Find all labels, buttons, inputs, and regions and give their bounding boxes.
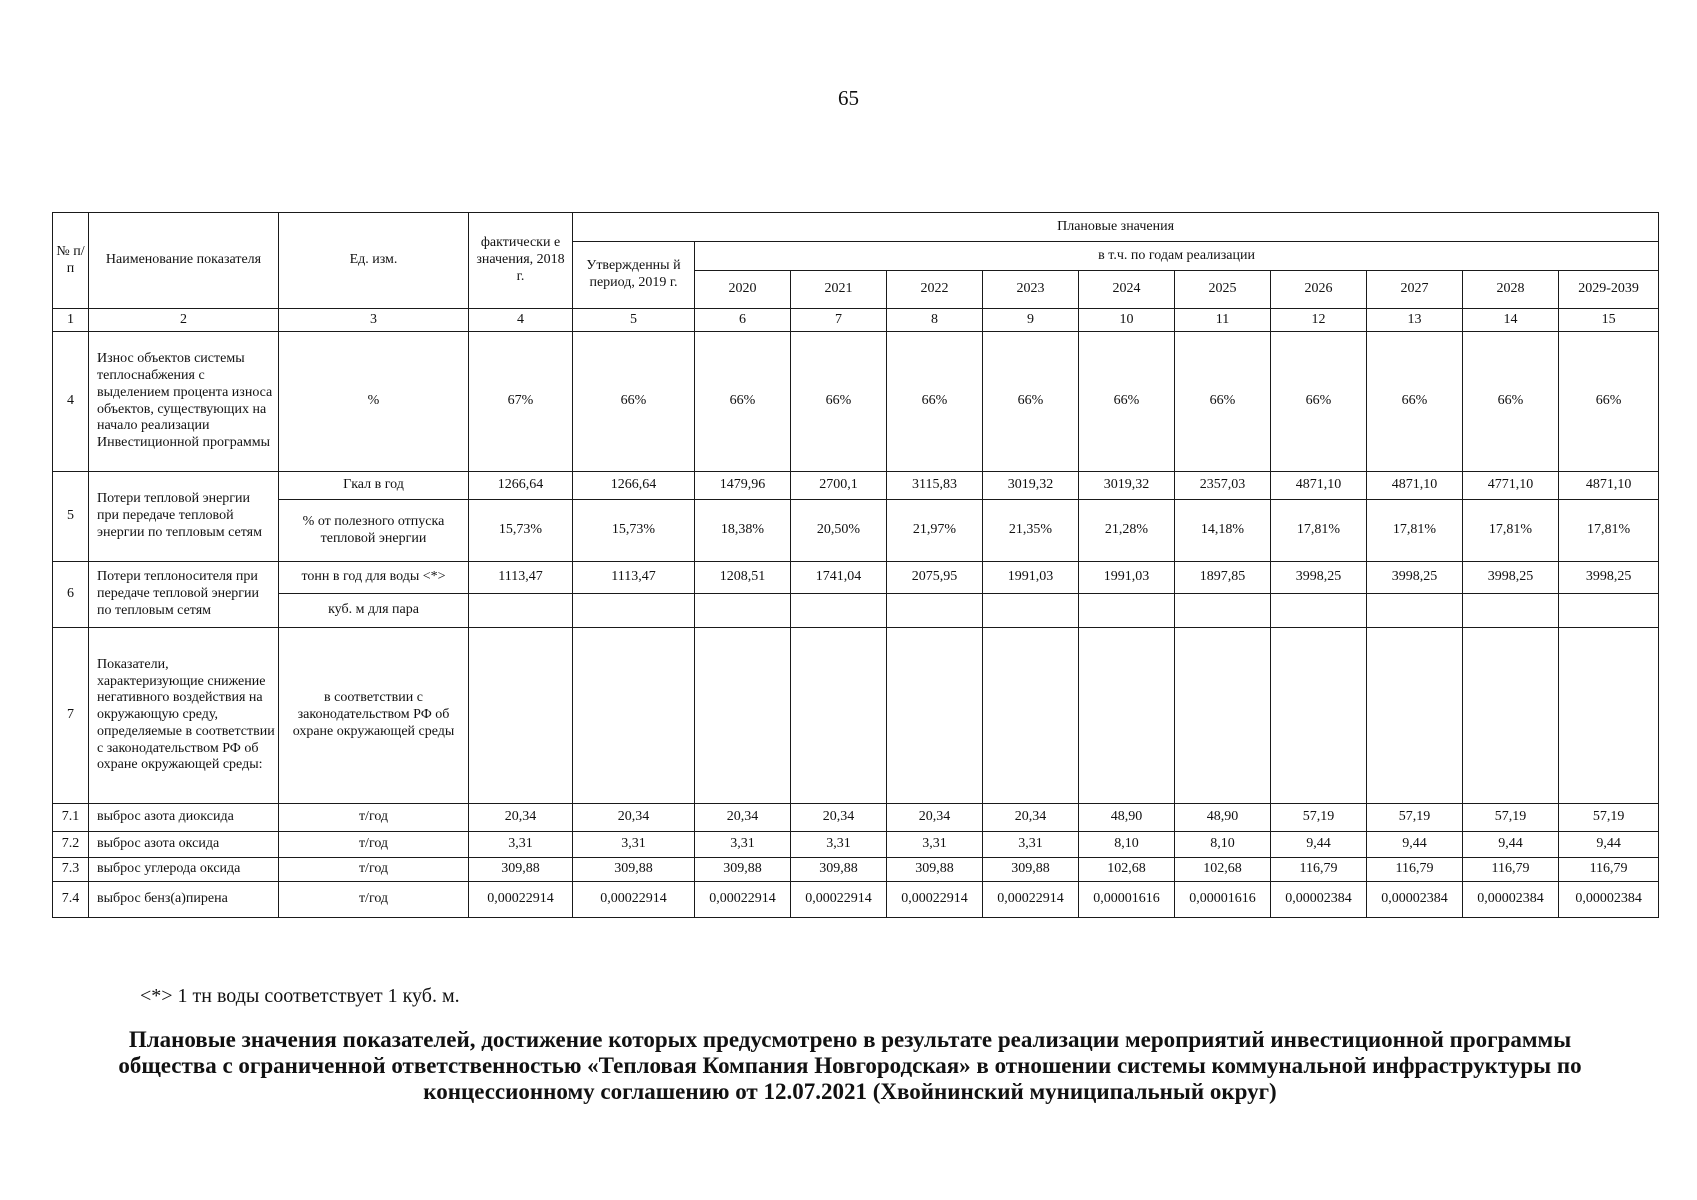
column-index: 4 [469, 309, 573, 332]
column-index: 13 [1367, 309, 1463, 332]
header-by-years: в т.ч. по годам реализации [695, 242, 1659, 271]
value-cell: 8,10 [1175, 832, 1271, 858]
column-index: 10 [1079, 309, 1175, 332]
value-cell: 309,88 [469, 858, 573, 882]
indicator-name: выброс углерода оксида [89, 858, 279, 882]
unit: т/год [279, 832, 469, 858]
empty-cell [1175, 594, 1271, 628]
indicator-name: Потери тепловой энергии при передаче тепловой энергии по тепловым сетям [89, 472, 279, 562]
footnote: <*> 1 тн воды соответствует 1 куб. м. [140, 985, 460, 1007]
value-cell: 0,00002384 [1271, 882, 1367, 918]
value-cell: 0,00022914 [887, 882, 983, 918]
value-cell: 48,90 [1175, 804, 1271, 832]
value-cell: 309,88 [887, 858, 983, 882]
column-index: 2 [89, 309, 279, 332]
empty-cell [469, 628, 573, 804]
indicator-name: Показатели, характеризующие снижение негативного воздействия на окружающую среду, определяемые в соответствии с законодательством РФ об охране окружающей среды: [89, 628, 279, 804]
value-cell: 1266,64 [573, 472, 695, 500]
value-cell: 66% [1079, 332, 1175, 472]
row-number: 7.3 [53, 858, 89, 882]
indicator-name: выброс бенз(а)пирена [89, 882, 279, 918]
empty-cell [1559, 628, 1659, 804]
header-approved: Утвержденны й период, 2019 г. [573, 242, 695, 309]
value-cell: 4871,10 [1271, 472, 1367, 500]
header-year: 2027 [1367, 271, 1463, 309]
indicator-name: Износ объектов системы теплоснабжения с выделением процента износа объектов, существующих на начало реализации Инвестиционной программы [89, 332, 279, 472]
value-cell: 9,44 [1367, 832, 1463, 858]
row-number: 6 [53, 562, 89, 628]
value-cell: 1897,85 [1175, 562, 1271, 594]
value-cell: 116,79 [1559, 858, 1659, 882]
value-cell: 309,88 [983, 858, 1079, 882]
value-cell: 20,34 [983, 804, 1079, 832]
empty-cell [1463, 594, 1559, 628]
value-cell: 9,44 [1559, 832, 1659, 858]
value-cell: 3,31 [791, 832, 887, 858]
column-index: 5 [573, 309, 695, 332]
value-cell: 20,34 [573, 804, 695, 832]
value-cell: 3998,25 [1559, 562, 1659, 594]
value-cell: 0,00002384 [1367, 882, 1463, 918]
value-cell: 3115,83 [887, 472, 983, 500]
value-cell: 66% [1559, 332, 1659, 472]
value-cell: 14,18% [1175, 500, 1271, 562]
unit: т/год [279, 804, 469, 832]
header-year: 2026 [1271, 271, 1367, 309]
empty-cell [573, 628, 695, 804]
value-cell: 3998,25 [1367, 562, 1463, 594]
value-cell: 0,00022914 [695, 882, 791, 918]
header-num: № п/ п [53, 213, 89, 309]
value-cell: 4771,10 [1463, 472, 1559, 500]
value-cell: 1479,96 [695, 472, 791, 500]
value-cell: 0,00001616 [1079, 882, 1175, 918]
value-cell: 0,00022914 [469, 882, 573, 918]
value-cell: 20,34 [887, 804, 983, 832]
value-cell: 0,00001616 [1175, 882, 1271, 918]
unit: % [279, 332, 469, 472]
value-cell: 8,10 [1079, 832, 1175, 858]
value-cell: 1991,03 [1079, 562, 1175, 594]
value-cell: 66% [887, 332, 983, 472]
column-index: 1 [53, 309, 89, 332]
value-cell: 20,34 [695, 804, 791, 832]
empty-cell [1367, 628, 1463, 804]
row-number: 7.2 [53, 832, 89, 858]
value-cell: 3998,25 [1271, 562, 1367, 594]
unit: т/год [279, 858, 469, 882]
row-number: 4 [53, 332, 89, 472]
header-year: 2028 [1463, 271, 1559, 309]
header-actual: фактически е значения, 2018 г. [469, 213, 573, 309]
value-cell: 57,19 [1367, 804, 1463, 832]
value-cell: 48,90 [1079, 804, 1175, 832]
empty-cell [983, 594, 1079, 628]
value-cell: 21,35% [983, 500, 1079, 562]
value-cell: 17,81% [1367, 500, 1463, 562]
unit: т/год [279, 882, 469, 918]
value-cell: 0,00022914 [983, 882, 1079, 918]
value-cell: 116,79 [1463, 858, 1559, 882]
value-cell: 0,00002384 [1463, 882, 1559, 918]
value-cell: 1113,47 [469, 562, 573, 594]
empty-cell [791, 628, 887, 804]
value-cell: 21,28% [1079, 500, 1175, 562]
value-cell: 1991,03 [983, 562, 1079, 594]
value-cell: 15,73% [469, 500, 573, 562]
value-cell: 67% [469, 332, 573, 472]
value-cell: 1741,04 [791, 562, 887, 594]
column-index: 3 [279, 309, 469, 332]
value-cell: 2357,03 [1175, 472, 1271, 500]
value-cell: 57,19 [1463, 804, 1559, 832]
header-year: 2022 [887, 271, 983, 309]
value-cell: 57,19 [1559, 804, 1659, 832]
header-year: 2024 [1079, 271, 1175, 309]
value-cell: 3019,32 [1079, 472, 1175, 500]
empty-cell [887, 628, 983, 804]
value-cell: 20,34 [469, 804, 573, 832]
value-cell: 9,44 [1463, 832, 1559, 858]
header-year: 2021 [791, 271, 887, 309]
row-number: 7.4 [53, 882, 89, 918]
column-index: 8 [887, 309, 983, 332]
value-cell: 9,44 [1271, 832, 1367, 858]
header-name: Наименование показателя [89, 213, 279, 309]
column-index: 6 [695, 309, 791, 332]
column-index: 7 [791, 309, 887, 332]
unit: % от полезного отпуска тепловой энергии [279, 500, 469, 562]
value-cell: 66% [1367, 332, 1463, 472]
column-index: 15 [1559, 309, 1659, 332]
value-cell: 3,31 [469, 832, 573, 858]
value-cell: 17,81% [1559, 500, 1659, 562]
value-cell: 3998,25 [1463, 562, 1559, 594]
value-cell: 17,81% [1463, 500, 1559, 562]
empty-cell [1559, 594, 1659, 628]
value-cell: 3,31 [573, 832, 695, 858]
empty-cell [573, 594, 695, 628]
empty-cell [1463, 628, 1559, 804]
value-cell: 309,88 [791, 858, 887, 882]
header-year: 2025 [1175, 271, 1271, 309]
value-cell: 102,68 [1175, 858, 1271, 882]
empty-cell [1079, 628, 1175, 804]
empty-cell [695, 594, 791, 628]
unit: Гкал в год [279, 472, 469, 500]
value-cell: 17,81% [1271, 500, 1367, 562]
value-cell: 66% [1463, 332, 1559, 472]
value-cell: 3,31 [887, 832, 983, 858]
value-cell: 21,97% [887, 500, 983, 562]
value-cell: 66% [983, 332, 1079, 472]
empty-cell [1079, 594, 1175, 628]
indicator-name: Потери теплоносителя при передаче тепловой энергии по тепловым сетям [89, 562, 279, 628]
header-planned: Плановые значения [573, 213, 1659, 242]
value-cell: 20,50% [791, 500, 887, 562]
value-cell: 102,68 [1079, 858, 1175, 882]
column-index: 11 [1175, 309, 1271, 332]
header-year: 2020 [695, 271, 791, 309]
value-cell: 66% [573, 332, 695, 472]
value-cell: 66% [1175, 332, 1271, 472]
empty-cell [887, 594, 983, 628]
value-cell: 4871,10 [1559, 472, 1659, 500]
row-number: 7.1 [53, 804, 89, 832]
header-unit: Ед. изм. [279, 213, 469, 309]
value-cell: 66% [1271, 332, 1367, 472]
value-cell: 4871,10 [1367, 472, 1463, 500]
value-cell: 3019,32 [983, 472, 1079, 500]
value-cell: 66% [791, 332, 887, 472]
indicator-name: выброс азота оксида [89, 832, 279, 858]
empty-cell [469, 594, 573, 628]
value-cell: 116,79 [1367, 858, 1463, 882]
value-cell: 20,34 [791, 804, 887, 832]
column-index: 9 [983, 309, 1079, 332]
empty-cell [983, 628, 1079, 804]
empty-cell [1271, 628, 1367, 804]
value-cell: 2700,1 [791, 472, 887, 500]
empty-cell [791, 594, 887, 628]
value-cell: 2075,95 [887, 562, 983, 594]
value-cell: 15,73% [573, 500, 695, 562]
value-cell: 3,31 [695, 832, 791, 858]
unit: в соответствии с законодательством РФ об охране окружающей среды [279, 628, 469, 804]
empty-cell [695, 628, 791, 804]
column-index: 12 [1271, 309, 1367, 332]
column-index: 14 [1463, 309, 1559, 332]
empty-cell [1367, 594, 1463, 628]
value-cell: 0,00022914 [573, 882, 695, 918]
value-cell: 18,38% [695, 500, 791, 562]
indicators-table [52, 212, 1659, 918]
value-cell: 57,19 [1271, 804, 1367, 832]
unit: куб. м для пара [279, 594, 469, 628]
value-cell: 1208,51 [695, 562, 791, 594]
page-number: 65 [838, 86, 859, 110]
row-number: 7 [53, 628, 89, 804]
empty-cell [1175, 628, 1271, 804]
value-cell: 309,88 [573, 858, 695, 882]
value-cell: 3,31 [983, 832, 1079, 858]
value-cell: 309,88 [695, 858, 791, 882]
indicator-name: выброс азота диоксида [89, 804, 279, 832]
unit: тонн в год для воды <*> [279, 562, 469, 594]
value-cell: 116,79 [1271, 858, 1367, 882]
row-number: 5 [53, 472, 89, 562]
document-caption: Плановые значения показателей, достижение которых предусмотрено в результате реализации мероприятий инвестиционной программы общества с ограниченной ответственностью «Тепловая Компания Новгородская» в отношении системы коммунальной инфраструктуры по концессионному соглашению от 12.07.2021 (Хвойнинский муниципальный округ) [118, 1027, 1582, 1104]
empty-cell [1271, 594, 1367, 628]
value-cell: 0,00022914 [791, 882, 887, 918]
value-cell: 1266,64 [469, 472, 573, 500]
value-cell: 0,00002384 [1559, 882, 1659, 918]
value-cell: 1113,47 [573, 562, 695, 594]
header-year: 2029-2039 [1559, 271, 1659, 309]
value-cell: 66% [695, 332, 791, 472]
header-year: 2023 [983, 271, 1079, 309]
